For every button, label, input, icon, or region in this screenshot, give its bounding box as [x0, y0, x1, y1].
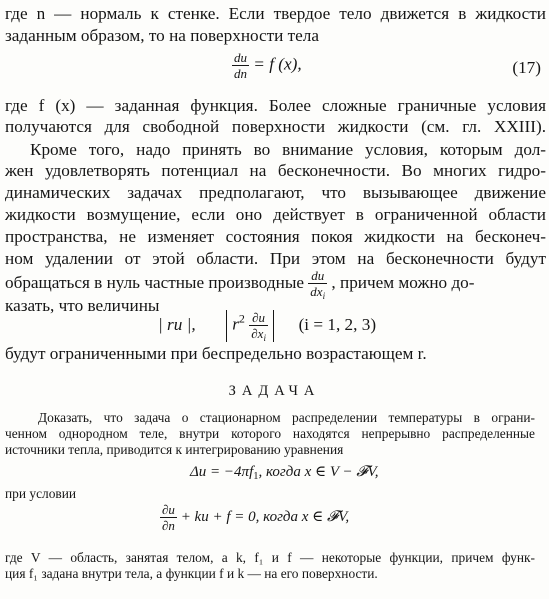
text-line: где f (x) — заданная функция. Более сложные граничные условия	[5, 96, 546, 115]
fraction	[232, 50, 249, 81]
subscript: i	[263, 333, 266, 343]
exponent: 2	[238, 311, 245, 326]
text-line: пространства, не изменяет состояния покоя жидкости на бесконеч-	[5, 227, 546, 246]
fraction	[249, 310, 268, 341]
equation-rhs: = f (x),	[253, 54, 302, 74]
denominator: ∂n	[162, 518, 175, 533]
section-heading: ЗАДАЧА	[228, 383, 321, 399]
equation-laplace	[190, 462, 378, 481]
fraction	[160, 502, 177, 533]
text-line: жен удовлетворять потенциал на бесконечности. Во многих гидро-	[5, 161, 546, 180]
equation-number: (17)	[512, 58, 541, 77]
index-range: (i = 1, 2, 3)	[298, 314, 377, 334]
equation-17	[232, 50, 302, 81]
bound-expression: | ru |,	[158, 314, 196, 334]
numerator: du	[308, 268, 327, 284]
text-line: будут ограниченными при беспредельно возрастающем r.	[5, 344, 427, 363]
text-line: Кроме того, надо принять во внимание условия, которым дол-	[30, 140, 546, 159]
text-line: где n — нормаль к стенке. Если твердое тело движется в жидкости	[5, 4, 546, 23]
denominator: dn	[234, 66, 247, 81]
problem-line: ченном однородном теле, внутри которого находятся непрерывно распределенные	[5, 426, 535, 441]
numerator: ∂u	[249, 310, 268, 326]
problem-line: источники тепла, приводится к интегрированию уравнения	[5, 442, 344, 457]
absolute-value	[226, 310, 274, 342]
equation-boundary	[160, 502, 349, 533]
problem-line: где V — область, занятая телом, а k, f₁ и f — некоторые функции, причем функ-	[5, 550, 535, 565]
r-symbol: r	[232, 314, 239, 334]
problem-line: ция f₁ задана внутри тела, а функции f и k — на его поверхности.	[5, 566, 378, 581]
numerator: du	[234, 50, 247, 65]
subscript: 1	[253, 471, 259, 482]
text-line: жидкости возмущение, если оно действует в ограниченной области	[5, 205, 546, 224]
numerator: ∂u	[162, 502, 175, 517]
partial-derivative-fraction	[308, 268, 327, 299]
text-span: , причем можно до-	[331, 273, 475, 292]
text-span: обращаться в нуль частные производные	[5, 273, 304, 292]
text-line: динамических задачах предполагают, что вызывающее движение	[5, 183, 546, 202]
subscript: i	[322, 291, 326, 301]
problem-line: Доказать, что задача о стационарном распределении температуры в ограни-	[38, 410, 535, 425]
equation-rest: + ku + f = 0, когда x ∈ 𝓕V,	[180, 508, 350, 525]
text-line: получаются для свободной поверхности жидкости (см. гл. XXIII).	[5, 117, 546, 136]
equation-lhs: Δu = −4πf	[190, 464, 254, 480]
denominator: ∂x	[251, 326, 264, 341]
text-line-with-fraction	[5, 268, 546, 299]
denominator: dx	[310, 284, 323, 299]
text-line: заданным образом, то на поверхности тела	[5, 26, 320, 45]
problem-line: при условии	[5, 486, 77, 501]
equation-bounds	[158, 310, 376, 342]
text-line: казать, что величины	[5, 296, 160, 315]
text-line: ном удалении от этой области. При этом на бесконечности будут	[5, 249, 546, 268]
equation-condition: , когда x ∈ V − 𝓕V,	[258, 464, 379, 480]
